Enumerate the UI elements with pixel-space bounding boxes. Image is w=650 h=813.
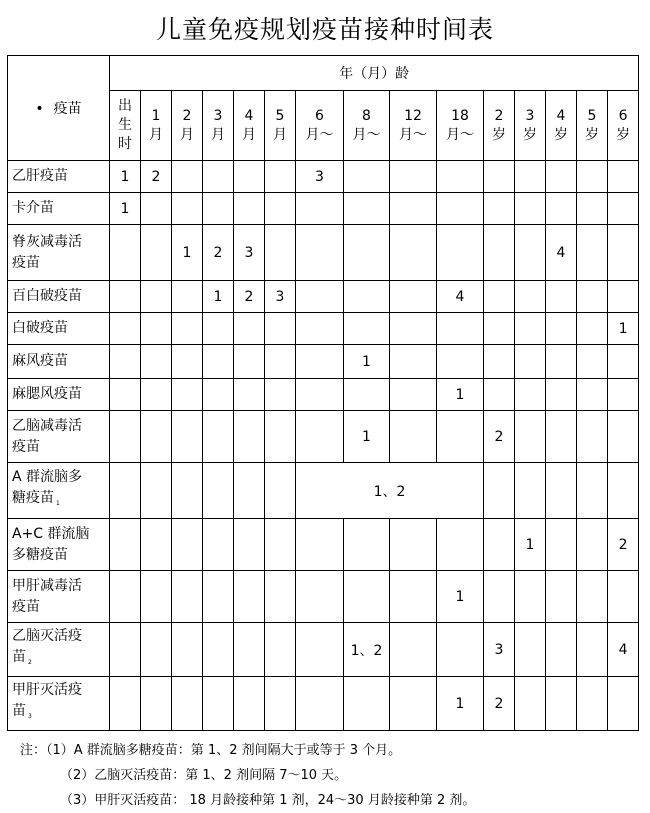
dose-cell — [265, 193, 296, 225]
age-header-6: 6 月～ — [296, 91, 344, 161]
dose-cell — [546, 345, 577, 379]
vaccine-name-text: 脊灰减毒活 疫苗 — [12, 233, 82, 271]
dose-cell — [515, 623, 546, 677]
table-row — [8, 225, 639, 281]
dose-cell — [484, 571, 515, 623]
dose-cell — [577, 677, 608, 731]
dose-cell — [265, 345, 296, 379]
dose-cell — [515, 345, 546, 379]
dose-cell — [577, 345, 608, 379]
dose-cell — [437, 519, 484, 571]
dose-cell — [110, 623, 141, 677]
dose-cell — [141, 571, 172, 623]
age-header-13: 5 岁 — [577, 91, 608, 161]
dose-cell — [296, 677, 344, 731]
dose-cell — [546, 161, 577, 193]
vaccine-name — [8, 161, 110, 193]
header-row-top — [8, 56, 639, 91]
dose-cell — [390, 379, 437, 411]
dose-cell: 1 — [203, 281, 234, 313]
vaccine-name — [8, 519, 110, 571]
dose-cell — [546, 463, 577, 519]
vaccine-name — [8, 677, 110, 731]
table-row — [8, 379, 639, 411]
dose-cell — [234, 411, 265, 463]
dose-cell — [234, 623, 265, 677]
age-header-5: 5 月 — [265, 91, 296, 161]
dose-cell — [110, 519, 141, 571]
dose-cell — [515, 463, 546, 519]
dose-cell — [390, 161, 437, 193]
vaccine-name-text: 乙脑减毒活 疫苗 — [12, 417, 82, 455]
vaccine-name-text: 麻风疫苗 — [12, 353, 68, 369]
dose-cell — [515, 161, 546, 193]
dose-cell — [546, 623, 577, 677]
dose-cell: 3 — [265, 281, 296, 313]
dose-cell — [390, 313, 437, 345]
dose-cell — [577, 411, 608, 463]
dose-cell — [265, 313, 296, 345]
dose-cell — [172, 193, 203, 225]
dose-cell — [234, 313, 265, 345]
dose-cell — [141, 463, 172, 519]
vaccine-name — [8, 571, 110, 623]
vaccine-name-text: 甲肝减毒活 疫苗 — [12, 577, 82, 615]
dose-cell — [203, 463, 234, 519]
dose-cell: 1 — [437, 379, 484, 411]
vaccine-name-text: 乙脑灭活疫 苗 — [12, 628, 82, 665]
dose-cell — [515, 379, 546, 411]
dose-cell: 1 — [437, 571, 484, 623]
dose-cell — [234, 379, 265, 411]
dose-cell — [141, 623, 172, 677]
dose-cell — [296, 623, 344, 677]
dose-cell — [265, 677, 296, 731]
dose-cell — [141, 345, 172, 379]
age-header-7: 8 月～ — [344, 91, 390, 161]
dose-cell: 3 — [296, 161, 344, 193]
dose-cell — [390, 623, 437, 677]
table-row — [8, 519, 639, 571]
vaccine-name-text: 百白破疫苗 — [12, 288, 82, 304]
vaccine-name — [8, 193, 110, 225]
dose-cell — [141, 225, 172, 281]
dose-cell — [608, 345, 639, 379]
dose-cell — [390, 571, 437, 623]
dose-cell — [437, 193, 484, 225]
dose-cell — [390, 281, 437, 313]
dose-cell — [110, 411, 141, 463]
dose-cell — [234, 345, 265, 379]
dose-cell — [265, 623, 296, 677]
age-header-14: 6 岁 — [608, 91, 639, 161]
dose-cell — [141, 193, 172, 225]
dose-cell — [515, 677, 546, 731]
dose-cell — [172, 519, 203, 571]
dose-cell — [577, 281, 608, 313]
dose-cell — [203, 161, 234, 193]
dose-cell — [344, 571, 390, 623]
dose-cell — [608, 281, 639, 313]
vaccine-name — [8, 313, 110, 345]
vaccine-name — [8, 463, 110, 519]
dose-cell: 1、2 — [344, 623, 390, 677]
dose-cell-span: 1、2 — [296, 463, 484, 519]
dose-cell — [203, 677, 234, 731]
dose-cell — [203, 623, 234, 677]
table-row — [8, 571, 639, 623]
dose-cell — [110, 463, 141, 519]
dose-cell — [577, 379, 608, 411]
dose-cell — [437, 623, 484, 677]
dose-cell — [172, 623, 203, 677]
age-header-10: 2 岁 — [484, 91, 515, 161]
dose-cell: 2 — [203, 225, 234, 281]
table-row — [8, 281, 639, 313]
dose-cell — [172, 571, 203, 623]
age-header-0: 出 生 时 — [110, 91, 141, 161]
table-row — [8, 161, 639, 193]
vaccine-name-text: 麻腮风疫苗 — [12, 386, 82, 402]
table-row — [8, 411, 639, 463]
dose-cell — [515, 225, 546, 281]
age-header-3: 3 月 — [203, 91, 234, 161]
dose-cell — [390, 411, 437, 463]
dose-cell — [577, 463, 608, 519]
dose-cell — [390, 193, 437, 225]
dose-cell — [437, 411, 484, 463]
dose-cell — [608, 411, 639, 463]
dose-cell — [172, 463, 203, 519]
dose-cell — [296, 345, 344, 379]
dose-cell: 3 — [234, 225, 265, 281]
vaccine-column-label: 疫苗 — [53, 101, 82, 117]
dose-cell — [546, 313, 577, 345]
schedule-table — [7, 55, 639, 731]
footnote-1-text: （1）A 群流脑多糖疫苗：第 1、2 剂间隔大于或等于 3 个月。 — [46, 743, 402, 758]
dose-cell — [390, 225, 437, 281]
dose-cell: 1 — [608, 313, 639, 345]
vaccine-name-text: 白破疫苗 — [12, 320, 68, 336]
dose-cell — [484, 519, 515, 571]
dose-cell — [203, 411, 234, 463]
dose-cell — [608, 571, 639, 623]
dose-cell — [484, 161, 515, 193]
dose-cell — [608, 193, 639, 225]
dose-cell — [484, 345, 515, 379]
dose-cell — [203, 193, 234, 225]
dose-cell — [265, 411, 296, 463]
age-header-1: 1 月 — [141, 91, 172, 161]
vaccine-column-header — [8, 56, 110, 161]
dose-cell — [577, 571, 608, 623]
dose-cell — [546, 411, 577, 463]
dose-cell — [296, 313, 344, 345]
dose-cell: 2 — [484, 411, 515, 463]
dose-cell — [515, 411, 546, 463]
dose-cell — [390, 677, 437, 731]
dose-cell — [265, 379, 296, 411]
dose-cell — [265, 571, 296, 623]
dose-cell — [296, 281, 344, 313]
dose-cell — [172, 313, 203, 345]
footnote-3: （3）甲肝灭活疫苗： 18 月龄接种第 1 剂，24～30 月龄接种第 2 剂。 — [60, 793, 476, 808]
dose-cell — [296, 411, 344, 463]
dose-cell — [437, 161, 484, 193]
dose-cell — [141, 677, 172, 731]
vaccine-name — [8, 623, 110, 677]
dose-cell: 3 — [484, 623, 515, 677]
dose-cell — [110, 379, 141, 411]
vaccine-name — [8, 281, 110, 313]
dose-cell: 4 — [608, 623, 639, 677]
dose-cell — [141, 411, 172, 463]
dose-cell — [608, 677, 639, 731]
dose-cell — [172, 161, 203, 193]
dose-cell — [172, 411, 203, 463]
vaccine-name — [8, 379, 110, 411]
age-header-9: 18 月～ — [437, 91, 484, 161]
dose-cell — [296, 193, 344, 225]
dose-cell — [484, 379, 515, 411]
age-header-2: 2 月 — [172, 91, 203, 161]
age-header-4: 4 月 — [234, 91, 265, 161]
dose-cell — [577, 193, 608, 225]
dose-cell — [203, 519, 234, 571]
vaccine-name-text: 乙肝疫苗 — [12, 168, 68, 184]
dose-cell — [141, 519, 172, 571]
vaccine-name — [8, 411, 110, 463]
dose-cell — [234, 677, 265, 731]
bullet-icon: • — [35, 101, 44, 117]
dose-cell — [234, 161, 265, 193]
dose-cell — [577, 225, 608, 281]
dose-cell — [344, 379, 390, 411]
dose-cell — [484, 463, 515, 519]
dose-cell — [234, 193, 265, 225]
dose-cell — [110, 345, 141, 379]
dose-cell — [608, 225, 639, 281]
dose-cell — [265, 225, 296, 281]
dose-cell — [344, 225, 390, 281]
dose-cell — [437, 225, 484, 281]
dose-cell — [141, 379, 172, 411]
dose-cell — [203, 571, 234, 623]
dose-cell — [172, 281, 203, 313]
dose-cell — [577, 519, 608, 571]
dose-cell — [437, 345, 484, 379]
vaccine-name — [8, 345, 110, 379]
dose-cell: 4 — [546, 225, 577, 281]
dose-cell — [484, 313, 515, 345]
footnote-marker: 2 — [28, 659, 32, 666]
dose-cell — [484, 225, 515, 281]
table-row — [8, 345, 639, 379]
vaccine-name-text: A+C 群流脑 多糖疫苗 — [12, 525, 90, 563]
vaccine-name-text: 甲肝灭活疫 苗 — [12, 682, 82, 719]
age-header-12: 4 岁 — [546, 91, 577, 161]
dose-cell — [296, 519, 344, 571]
dose-cell — [344, 519, 390, 571]
dose-cell — [344, 313, 390, 345]
dose-cell — [172, 379, 203, 411]
dose-cell — [515, 281, 546, 313]
dose-cell — [110, 281, 141, 313]
dose-cell — [577, 161, 608, 193]
dose-cell — [234, 571, 265, 623]
footnotes — [20, 738, 640, 813]
dose-cell: 2 — [234, 281, 265, 313]
dose-cell — [608, 463, 639, 519]
dose-cell — [296, 571, 344, 623]
dose-cell — [515, 193, 546, 225]
dose-cell — [110, 313, 141, 345]
footnote-2: （2）乙脑灭活疫苗：第 1、2 剂间隔 7～10 天。 — [60, 768, 348, 783]
dose-cell — [296, 225, 344, 281]
dose-cell — [344, 281, 390, 313]
footnote-marker: 1 — [56, 500, 60, 507]
dose-cell: 4 — [437, 281, 484, 313]
vaccine-name-text: A 群流脑多 糖疫苗 — [12, 469, 83, 506]
dose-cell — [484, 193, 515, 225]
dose-cell — [608, 161, 639, 193]
age-group-header: 年（月）龄 — [110, 56, 639, 91]
dose-cell — [344, 677, 390, 731]
dose-cell — [110, 677, 141, 731]
table-row — [8, 623, 639, 677]
dose-cell — [203, 345, 234, 379]
dose-cell — [484, 281, 515, 313]
dose-cell — [546, 571, 577, 623]
dose-cell — [515, 571, 546, 623]
dose-cell — [344, 161, 390, 193]
dose-cell — [172, 345, 203, 379]
dose-cell — [344, 193, 390, 225]
dose-cell — [546, 519, 577, 571]
dose-cell — [172, 677, 203, 731]
dose-cell — [203, 379, 234, 411]
dose-cell — [110, 571, 141, 623]
dose-cell — [265, 161, 296, 193]
dose-cell: 1 — [172, 225, 203, 281]
dose-cell — [234, 463, 265, 519]
table-row — [8, 463, 639, 519]
dose-cell: 1 — [344, 411, 390, 463]
dose-cell: 1 — [110, 193, 141, 225]
dose-cell: 1 — [344, 345, 390, 379]
footnote-1 — [20, 738, 640, 763]
dose-cell: 2 — [484, 677, 515, 731]
dose-cell — [141, 313, 172, 345]
notes-label: 注： — [20, 743, 47, 758]
dose-cell — [234, 519, 265, 571]
dose-cell: 2 — [141, 161, 172, 193]
age-header-11: 3 岁 — [515, 91, 546, 161]
vaccine-name-text: 卡介苗 — [12, 200, 54, 216]
dose-cell — [546, 379, 577, 411]
dose-cell — [515, 313, 546, 345]
dose-cell: 1 — [437, 677, 484, 731]
page-title: 儿童免疫规划疫苗接种时间表 — [155, 15, 494, 44]
dose-cell — [265, 463, 296, 519]
dose-cell — [546, 193, 577, 225]
table-row — [8, 193, 639, 225]
footnote-marker: 3 — [28, 713, 32, 720]
dose-cell — [265, 519, 296, 571]
dose-cell: 1 — [110, 161, 141, 193]
dose-cell: 1 — [515, 519, 546, 571]
dose-cell — [546, 281, 577, 313]
dose-cell — [390, 345, 437, 379]
table-row — [8, 313, 639, 345]
dose-cell — [203, 313, 234, 345]
table-row — [8, 677, 639, 731]
dose-cell — [141, 281, 172, 313]
age-header-8: 12 月～ — [390, 91, 437, 161]
dose-cell — [296, 379, 344, 411]
vaccine-name — [8, 225, 110, 281]
schedule-body — [8, 161, 639, 731]
dose-cell — [577, 623, 608, 677]
dose-cell: 2 — [608, 519, 639, 571]
dose-cell — [390, 519, 437, 571]
dose-cell — [110, 225, 141, 281]
dose-cell — [577, 313, 608, 345]
dose-cell — [546, 677, 577, 731]
dose-cell — [437, 313, 484, 345]
dose-cell — [608, 379, 639, 411]
